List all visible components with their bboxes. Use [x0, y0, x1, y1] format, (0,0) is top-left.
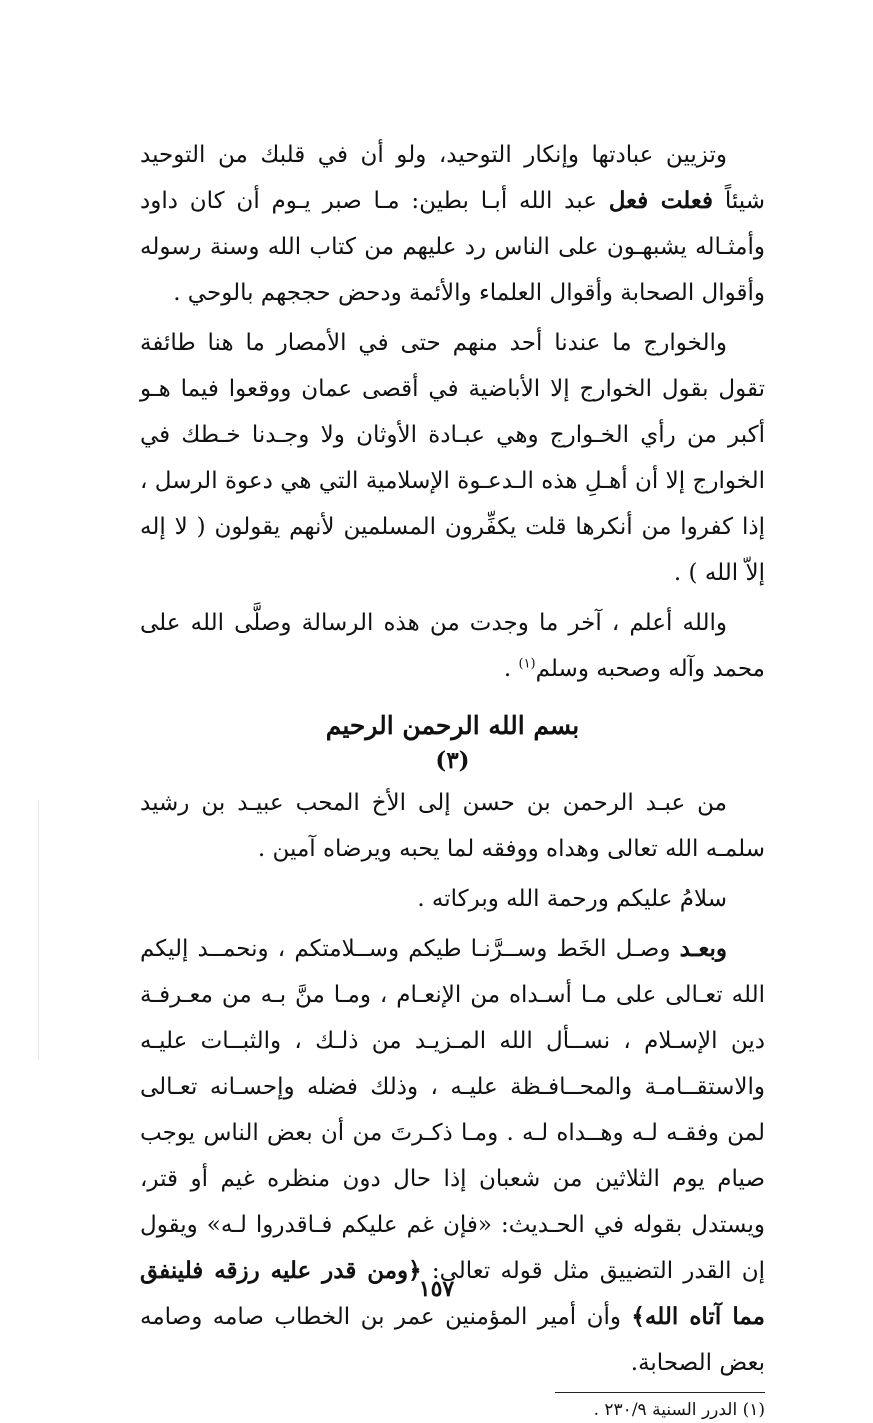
basmala-heading: بسم الله الرحمن الرحيم — [325, 711, 580, 740]
paragraph-1-text-a: وتزيين عبادتها وإنكار التوحيد، ولو أن في قلبك من التوحيد شيئاً — [140, 142, 765, 214]
paragraph-3-tail: . — [503, 656, 519, 682]
letter-paragraph-1: من عبـد الرحمن بن حسن إلى الأخ المحب عبيـد بن رشيد سلمـه الله تعالى وهداه ووفقه لما يحبه ويرضاه آمين . — [140, 790, 765, 862]
scan-margin-line — [38, 800, 39, 1060]
letter-greeting: سلامُ عليكم ورحمة الله وبركاته . — [417, 886, 727, 912]
paragraph-1-bold-phrase: فعلت فعل — [608, 187, 714, 214]
paragraph-1 — [140, 132, 765, 316]
letter-paragraph-3-end: وأن أمير المؤمنين عمر بن الخطاب صامه وصامه بعض الصحابة. — [140, 1304, 765, 1376]
paragraph-2: والخوارج ما عندنا أحد منهم حتى في الأمصار ما هنا طائفة تقول بقول الخوارج إلا الأباضية في أقصى عمان ووقعوا فيما هـو أكبر من رأي الخـوارج وهي عبـادة الأوثان ولا وجـدنا خـطك في الخوارج إلا أن أهـلِ هذه الـدعـوة الإسلامية التي هي دعوة الرسل ، إذا كفروا من أنكرها قلت يكفِّرون المسلمين لأنهم يقولون ( لا إله إلاّ الله ) . — [140, 330, 765, 586]
page-body — [140, 132, 765, 1423]
footnote-divider — [555, 1392, 765, 1393]
letter-paragraph-3 — [140, 926, 765, 1386]
footnote: (١) الدرر السنية ٢٣٠/٩ . — [593, 1400, 765, 1420]
letter-lead-word: وبعـد — [679, 935, 727, 962]
paragraph-3-text: والله أعلم ، آخر ما وجدت من هذه الرسالة وصلَّى الله على محمد وآله وصحبه وسلم — [140, 610, 765, 682]
footnote-marker: (١) — [518, 656, 536, 672]
paragraph-3 — [140, 600, 765, 692]
paragraph-1-text-b: عبد الله أبـا بطين: مـا صبر يـوم أن كان داود وأمثـاله يشبهـون على الناس رد عليهم من كتاب الله وسنة رسوله وأقوال الصحابة وأقوال العلماء والأئمة ودحض حججهم بالوحي . — [140, 188, 765, 306]
letter-paragraph-3-text: وصـل الخَط وســرَّنـا طيكم وســلامتكم ، ونحمــد إليكم الله تعـالى على مـا أسـداه من الإنعـام ، ومـا منَّ بـه من معـرفـة دين الإسـلام ، نســأل الله المـزيـد من ذلـك ، والثبــات عليـه والاستقــامـة والمحــافـظة عليـه ، وذلك فضله وإحسـانه تعـالى لمن وفقـه لـه وهــداه لـه . ومـا ذكـرتَ من أن بعض الناس يوجب صيام يوم الثلاثين من شعبان إذا حال دون منظره غيم أو قتر، ويستدل بقوله في الحـديث: «فإن غم عليكم فـاقدروا لـه» ويقول إن القدر التضييق مثل قوله تعالى: — [140, 936, 765, 1284]
letter-number: (٣) — [435, 747, 470, 774]
page-number: ١٥٧ — [418, 1276, 455, 1302]
quran-quote: ﴿ومن قدر عليه رزقه فلينفق مما آتاه الله﴾ — [140, 1257, 765, 1330]
